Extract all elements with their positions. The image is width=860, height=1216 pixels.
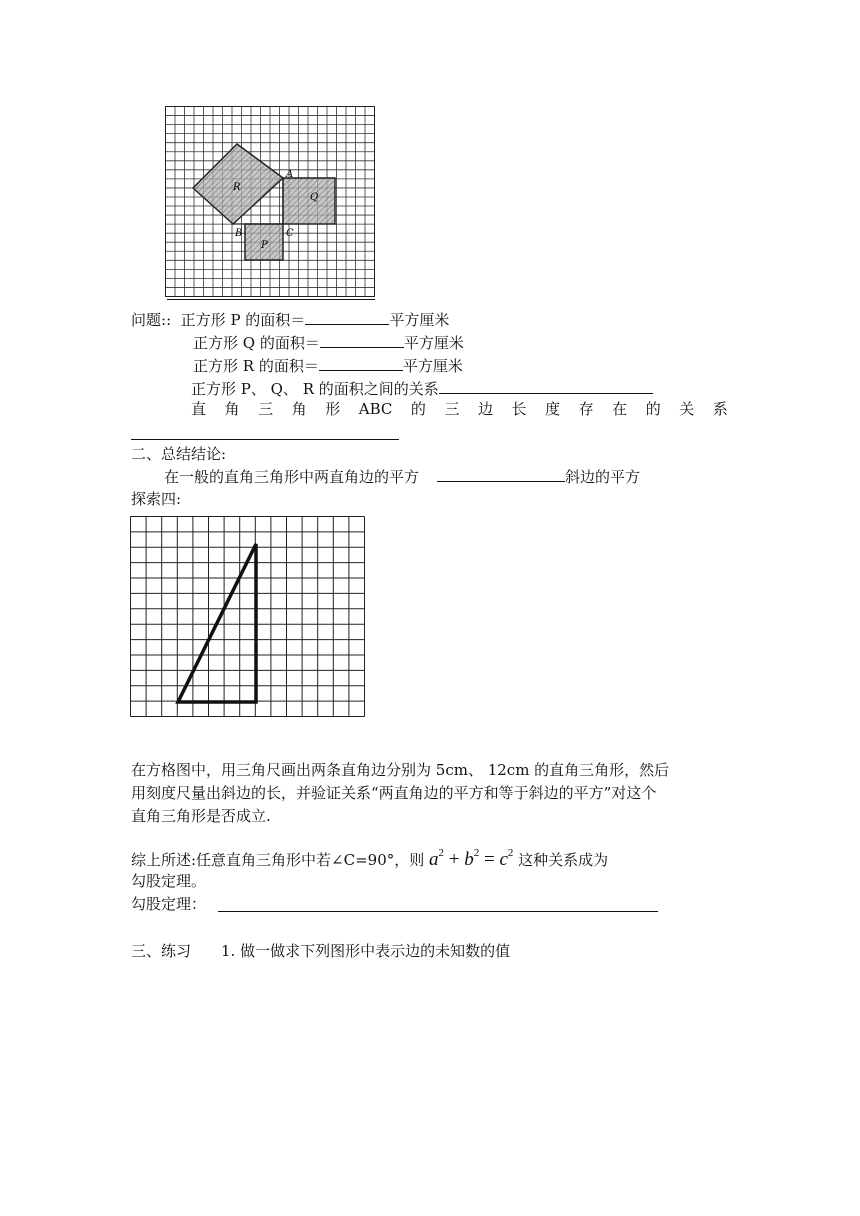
question-line-5	[191, 398, 728, 420]
figure1-underline	[167, 299, 375, 300]
theorem-label: 勾股定理：	[131, 895, 207, 913]
squares-grid-figure	[165, 106, 379, 302]
q5-char: 在	[612, 400, 628, 418]
q5-char: 三	[444, 400, 460, 418]
instruction-line-2: 用刻度尺量出斜边的长，并验证关系“两直角边的平方和等于斜边的平方”对这个	[131, 784, 657, 802]
q2-after: 平方厘米	[403, 334, 464, 352]
q1-before: 正方形 P 的面积＝	[180, 311, 306, 329]
q5-char: 度	[545, 400, 561, 418]
q5-char: 的	[410, 400, 426, 418]
section3-heading: 三、练习	[131, 942, 192, 960]
q5-char: 边	[477, 400, 493, 418]
triangle-grid-figure	[130, 516, 366, 718]
label-p: P	[261, 240, 268, 251]
question-line-2	[193, 331, 464, 354]
q5-char: ABC	[358, 400, 393, 418]
explore4-heading: 探索四:	[131, 490, 182, 508]
q1-after: 平方厘米	[389, 311, 450, 329]
q5-char: 形	[325, 400, 341, 418]
q5-blank[interactable]	[131, 439, 399, 440]
q1-blank[interactable]	[305, 308, 389, 325]
section3-line	[131, 940, 510, 962]
label-r: R	[233, 182, 241, 193]
label-b: B	[235, 228, 243, 239]
q4-blank[interactable]	[439, 377, 653, 394]
q3-before: 正方形 R 的面积＝	[193, 357, 319, 375]
q5-char: 角	[291, 400, 307, 418]
q2-blank[interactable]	[320, 331, 404, 348]
formula: $a^2 + b^2 = c^2$	[429, 847, 514, 870]
q5-char: 三	[258, 400, 274, 418]
summary-line-1	[131, 840, 608, 873]
instruction-line-1: 在方格图中，用三角尺画出两条直角边分别为 5cm、 12cm 的直角三角形，然后	[131, 761, 670, 779]
theorem-line	[131, 893, 206, 915]
label-q: Q	[310, 192, 319, 203]
theorem-blank[interactable]	[218, 911, 658, 912]
summary-before: 综上所述:任意直角三角形中若∠C=90°，则	[131, 851, 425, 869]
q3-blank[interactable]	[319, 354, 403, 371]
summary-after: 这种关系成为	[518, 851, 609, 869]
statement-before: 在一般的直角三角形中两直角边的平方	[164, 468, 420, 486]
question-line-4	[191, 377, 653, 400]
q5-char: 存	[578, 400, 594, 418]
question-line-1: 问题:: 正方形 P 的面积＝ 平方厘米	[131, 308, 449, 331]
right-triangle	[178, 544, 256, 702]
q5-char: 的	[645, 400, 661, 418]
summary-line-2: 勾股定理。	[131, 872, 207, 890]
q5-char: 关	[679, 400, 695, 418]
label-a: A	[286, 169, 294, 180]
section2-heading: 二、总结结论:	[131, 445, 227, 463]
instruction-line-3: 直角三角形是否成立.	[131, 807, 271, 825]
statement-after: 斜边的平方	[565, 468, 641, 486]
question-prefix: 问题:	[131, 311, 167, 329]
q4-text: 正方形 P、 Q、 R 的面积之间的关系	[191, 380, 439, 398]
question-line-3	[193, 354, 463, 377]
statement-blank[interactable]	[437, 465, 565, 482]
q3-after: 平方厘米	[402, 357, 463, 375]
q5-char: 直	[191, 400, 207, 418]
section3-task: 1. 做一做求下列图形中表示边的未知数的值	[221, 942, 511, 960]
q5-char: 系	[712, 400, 728, 418]
q5-char: 角	[224, 400, 240, 418]
label-c: C	[286, 228, 294, 239]
q5-char: 长	[511, 400, 527, 418]
q2-before: 正方形 Q 的面积＝	[193, 334, 320, 352]
section2-statement	[164, 465, 640, 488]
